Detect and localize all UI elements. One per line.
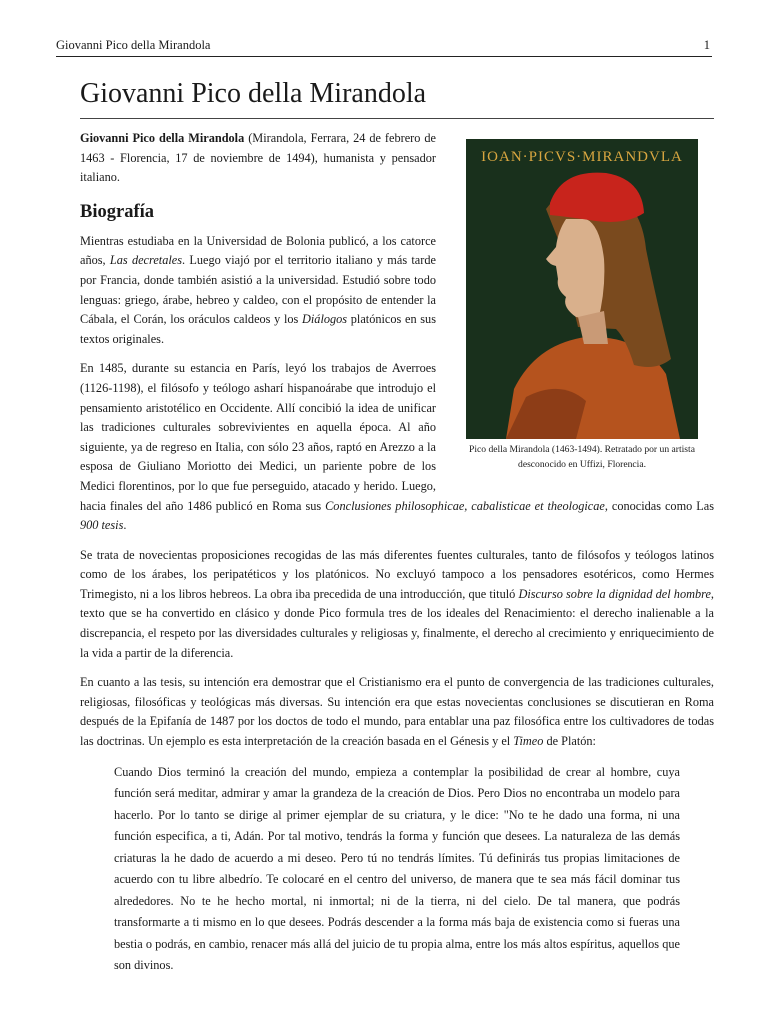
intro-name: Giovanni Pico della Mirandola: [80, 131, 245, 145]
paragraph-2-italic-1: Conclusiones philosophicae, cabalisticae et theologicae: [325, 498, 605, 513]
paragraph-2-text-b: , conocidas como Las: [604, 498, 714, 513]
article-body: [80, 129, 714, 977]
paragraph-1-text-c: platónicos en sus textos originales.: [80, 312, 436, 346]
page-number: 1: [703, 38, 710, 52]
paragraph-3-italic-1: Discurso sobre la dignidad del hombre: [518, 586, 711, 601]
intro-text: (Mirandola, Ferrara, 24 de febrero de 1463 - Florencia, 17 de noviembre de 1494), humanista y pensador italiano.: [80, 131, 436, 185]
running-header: [56, 38, 712, 57]
running-title: Giovanni Pico della Mirandola: [56, 38, 211, 52]
paragraph-1-text-b: . Luego viajó por el territorio italiano y más tarde por Francia, donde también asistió a la universidad. Estudió sobre todo lenguas: griego, árabe, hebreo y caldeo, con el propósito de entender la Cábala, el Corán, los oráculos caldeos y los: [80, 253, 436, 327]
paragraph-2-italic-2: 900 tesis: [80, 518, 124, 533]
section-heading: Biografía: [80, 201, 154, 222]
portrait-inscription: IOAN·PICVS·MIRANDVLA: [481, 149, 683, 165]
paragraph-3-text-b: , texto que se ha convertido en clásico y donde Pico formula tres de los ideales del Renacimiento: el derecho inalienable a la discrepancia, el respeto por las diversidades culturales y religiosas y, finalmente, el derecho al crecimiento y enriquecimiento de la vida a partir de la diferencia.: [80, 586, 714, 660]
portrait-image: [466, 139, 698, 439]
paragraph-1-italic-2: Diálogos: [302, 312, 348, 327]
block-quote: Cuando Dios terminó la creación del mundo, empieza a contemplar la posibilidad de crear al hombre, cuya función será meditar, admirar y amar la grandeza de la creación de Dios. Pero Dios no encontraba un modelo para hacerlo. Por lo tanto se dirige al primer ejemplar de su criatura, y le dice: "No te he dado una forma, ni una función especifica, a ti, Adán. Por tal motivo, tendrás la forma y función que desees. La naturaleza de las demás criaturas la he dado de acuerdo a mi deseo. Pero tú no tendrás límites. Tú definirás tus propias limitaciones de acuerdo con tu libre albedrío. Te colocaré en el centro del universo, de manera que te sea más fácil dominar tus alrededores. No te he hecho mortal, ni inmortal; ni de la tierra, ni del cielo. De tal manera, que podrás transformarte a ti mismo en lo que desees. Podrás descender a la forma más baja de existencia como si fueras una bestia o podrás, en cambio, renacer más allá del juicio de tu propia alma, entre los más altos espíritus, aquellos que son divinos.: [114, 764, 680, 973]
paragraph-1-text-a: Mientras estudiaba en la Universidad de Bolonia publicó, a los catorce años,: [80, 233, 436, 268]
paragraph-4-text-a: En cuanto a las tesis, su intención era demostrar que el Cristianismo era el punto de convergencia de las tradiciones culturales, religiosas, filosóficas y teológicas más diversas. Su intención era que estas novecientas conclusiones se discutieran en Roma después de la Epifanía de 1487 por los doctos de todo el mundo, para entablar una paz filosófica entre los cultivadores de todas las doctrinas. Un ejemplo es esta interpretación de la creación basada en el Génesis y el: [80, 675, 714, 749]
page-title: Giovanni Pico della Mirandola: [80, 78, 427, 109]
paragraph-3-text-a: Se trata de novecientas proposiciones recogidas de las más diferentes fuentes culturales, tanto de filósofos y teólogos latinos como de los árabes, los peripatéticos y los platónicos. No excluyó tampoco a los pensadores esotéricos, como Hermes Trimegisto, ni a los libros hebreos. La obra iba precedida de una introducción, que tituló: [80, 547, 714, 601]
paragraph-1-italic-1: Las decretales: [109, 253, 183, 268]
portrait-caption: Pico della Mirandola (1463-1494). Retratado por un artista desconocido en Uffizi, Florencia.: [469, 444, 695, 470]
paragraph-2-text-c: .: [123, 518, 127, 533]
portrait-figure: [450, 138, 714, 472]
paragraph-3: [80, 546, 714, 664]
paragraph-4: [80, 673, 714, 751]
title-divider: [80, 118, 714, 119]
paragraph-4-text-b: de Platón:: [543, 734, 596, 749]
paragraph-2-text-a: En 1485, durante su estancia en París, leyó los trabajos de Averroes (1126-1198), el filósofo y teólogo asharí hispanoárabe que introdujo el pensamiento aristotélico en Occidente. Allí concibió la idea de unificar las tradiciones culturales sobrevivientes en aquella época. Al año siguiente, ya de regreso en Italia, con sólo 23 años, raptó en Arezzo a la esposa de Giuliano Moriotto dei Medici, un pariente pobre de los Medici florentinos, por lo que fue perseguido, atacado y herido. Luego, hacia finales del año 1486 publicó en Roma sus: [80, 361, 436, 513]
paragraph-4-italic-1: Timeo: [513, 734, 544, 749]
